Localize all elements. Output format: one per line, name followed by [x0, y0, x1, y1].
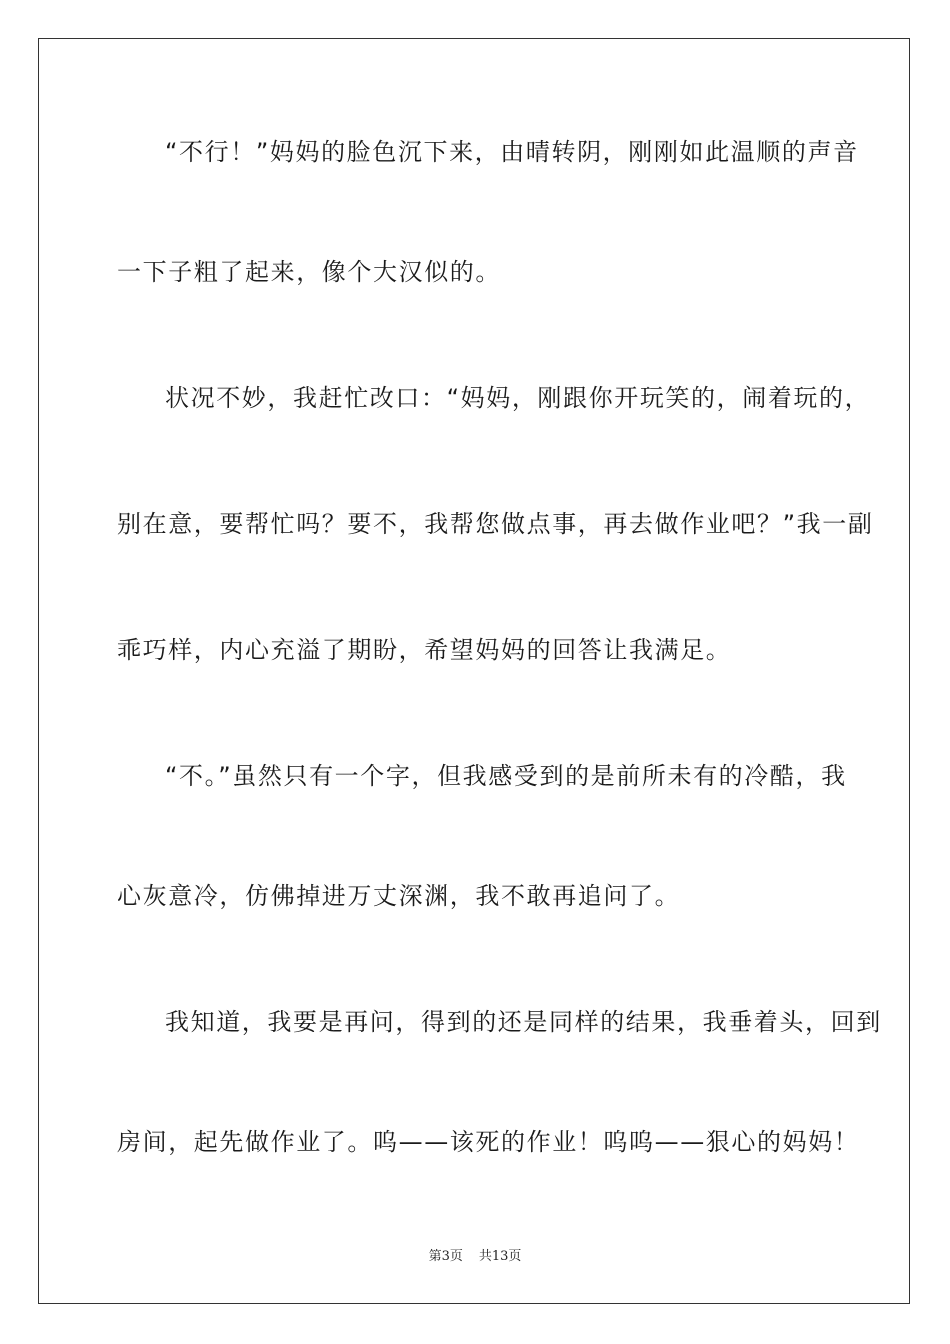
- paragraph-2-line-3: 乖巧样，内心充溢了期盼，希望妈妈的回答让我满足。: [117, 636, 732, 664]
- page-total: 共13页: [478, 1249, 522, 1264]
- page-frame: [38, 38, 910, 1304]
- page-number: 第3页: [428, 1249, 463, 1264]
- paragraph-4-line-2: 房间，起先做作业了。呜——该死的作业！呜呜——狠心的妈妈！: [117, 1128, 860, 1156]
- paragraph-1-line-1: “不行！”妈妈的脸色沉下来，由晴转阴，刚刚如此温顺的声音: [165, 138, 859, 166]
- paragraph-3-line-1: “不。”虽然只有一个字，但我感受到的是前所未有的冷酷，我: [165, 762, 847, 790]
- paragraph-3-line-2: 心灰意冷，仿佛掉进万丈深渊，我不敢再追问了。: [117, 882, 681, 910]
- paragraph-4-line-1: 我知道，我要是再问，得到的还是同样的结果，我垂着头，回到: [165, 1008, 882, 1036]
- page-footer: [0, 1248, 950, 1266]
- paragraph-2-line-2: 别在意，要帮忙吗？要不，我帮您做点事，再去做作业吧？”我一副: [117, 510, 874, 538]
- paragraph-1-line-2: 一下子粗了起来，像个大汉似的。: [117, 258, 501, 286]
- paragraph-2-line-1: 状况不妙，我赶忙改口：“妈妈，刚跟你开玩笑的，闹着玩的，: [165, 384, 871, 412]
